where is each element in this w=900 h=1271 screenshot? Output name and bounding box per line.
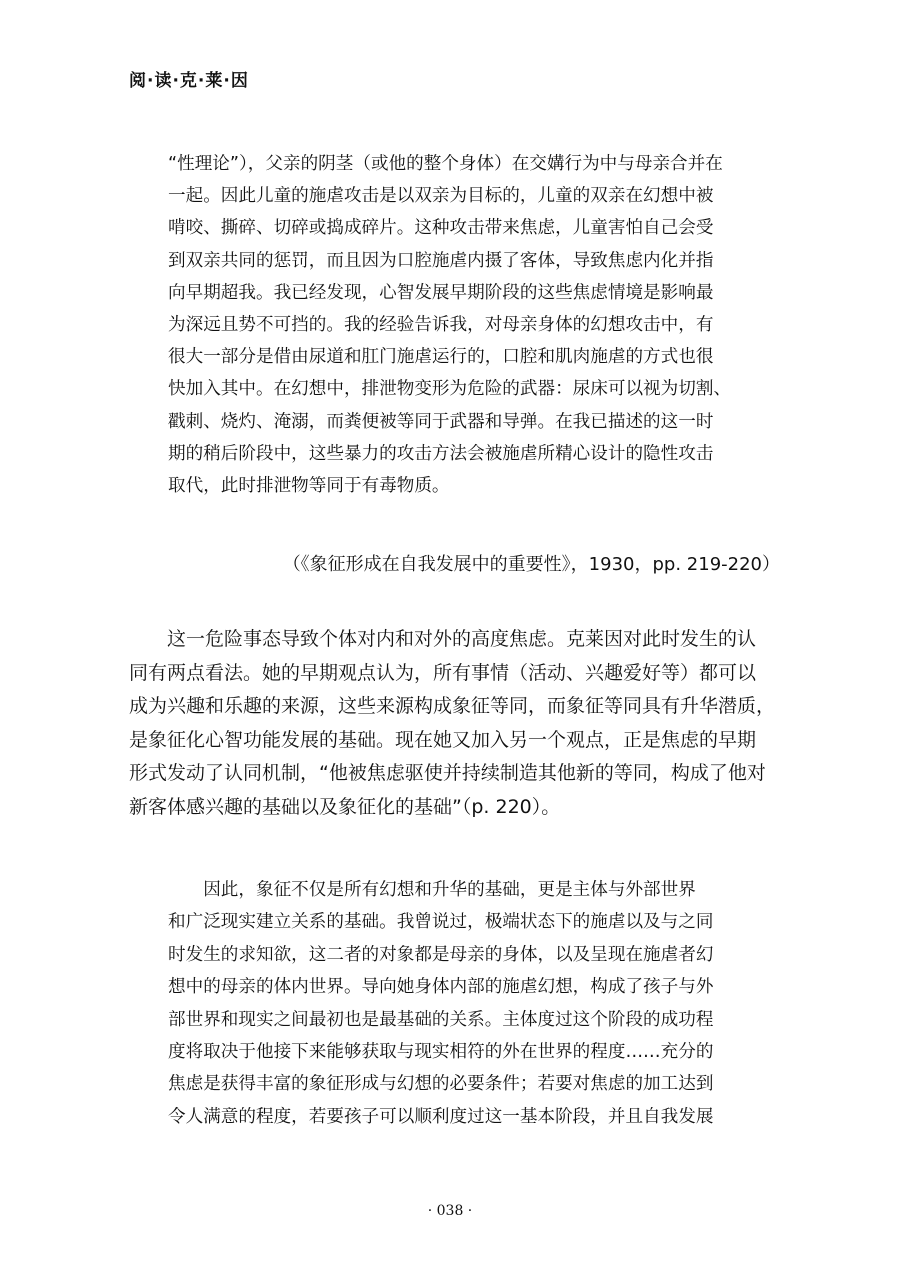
page-number: · 038 · bbox=[427, 1203, 473, 1219]
quote1-line: 很大一部分是借由尿道和肛门施虐运行的，口腔和肌肉施虐的方式也很 bbox=[168, 347, 714, 368]
quote2-line: 因此，象征不仅是所有幻想和升华的基础，更是主体与外部世界 bbox=[168, 880, 696, 900]
quote2-line: 时发生的求知欲，这二者的对象都是母亲的身体，以及呈现在施虐者幻 bbox=[168, 944, 714, 965]
body-paragraph bbox=[129, 623, 779, 825]
quote2-line: 令人满意的程度，若要孩子可以顺利度过这一基本阶段，并且自我发展 bbox=[168, 1106, 714, 1127]
body-line: 同有两点看法。她的早期观点认为，所有事情（活动、兴趣爱好等）都可以 bbox=[129, 661, 757, 684]
running-header: 阅·读·克·莱·因 bbox=[129, 71, 249, 91]
quote1-line: 快加入其中。在幻想中，排泄物变形为危险的武器：尿床可以视为切割、 bbox=[168, 379, 732, 400]
body-line: 新客体感兴趣的基础以及象征化的基础”（p. 220）。 bbox=[129, 795, 561, 818]
quote2-line: 部世界和现实之间最初也是最基础的关系。主体度过这个阶段的成功程 bbox=[168, 1009, 714, 1030]
body-line: 这一危险事态导致个体对内和对外的高度焦虑。克莱因对此时发生的认 bbox=[129, 628, 757, 650]
quote1-line: 向早期超我。我已经发现，心智发展早期阶段的这些焦虑情境是影响最 bbox=[168, 282, 714, 303]
quote2-line: 焦虑是获得丰富的象征形成与幻想的必要条件；若要对焦虑的加工达到 bbox=[168, 1074, 714, 1095]
quote1-line: 一起。因此儿童的施虐攻击是以双亲为目标的，儿童的双亲在幻想中被 bbox=[168, 186, 714, 207]
quote1-line: 到双亲共同的惩罚，而且因为口腔施虐内摄了客体，导致焦虑内化并指 bbox=[168, 250, 714, 271]
quote1-citation: （《象征形成在自我发展中的重要性》，1930，pp. 219-220） bbox=[282, 554, 780, 575]
body-line: 是象征化心智功能发展的基础。现在她又加入另一个观点，正是焦虑的早期 bbox=[129, 728, 757, 751]
quote2-line: 想中的母亲的体内世界。导向她身体内部的施虐幻想，构成了孩子与外 bbox=[168, 977, 714, 998]
quote1-line: “性理论”），父亲的阴茎（或他的整个身体）在交媾行为中与母亲合并在 bbox=[168, 154, 723, 174]
quote1-line: 期的稍后阶段中，这些暴力的攻击方法会被施虐所精心设计的隐性攻击 bbox=[168, 443, 714, 464]
quote1-line: 啃咬、撕碎、切碎或捣成碎片。这种攻击带来焦虑，儿童害怕自己会受 bbox=[168, 218, 714, 239]
quote2-line: 和广泛现实建立关系的基础。我曾说过，极端状态下的施虐以及与之同 bbox=[168, 912, 714, 933]
quote2-line: 度将取决于他接下来能够获取与现实相符的外在世界的程度……充分的 bbox=[168, 1042, 714, 1063]
block-quote-1 bbox=[168, 148, 780, 502]
quote1-line: 为深远且势不可挡的。我的经验告诉我，对母亲身体的幻想攻击中，有 bbox=[168, 315, 714, 336]
body-line: 成为兴趣和乐趣的来源，这些来源构成象征等同，而象征等同具有升华潜质， bbox=[129, 695, 776, 718]
body-line: 形式发动了认同机制，“他被焦虑驱使并持续制造其他新的等同，构成了他对 bbox=[129, 762, 766, 785]
quote1-line: 戳刺、烧灼、淹溺，而粪便被等同于武器和导弹。在我已描述的这一时 bbox=[168, 411, 714, 432]
block-quote-2 bbox=[168, 874, 780, 1133]
quote1-line: 取代，此时排泄物等同于有毒物质。 bbox=[168, 476, 450, 497]
